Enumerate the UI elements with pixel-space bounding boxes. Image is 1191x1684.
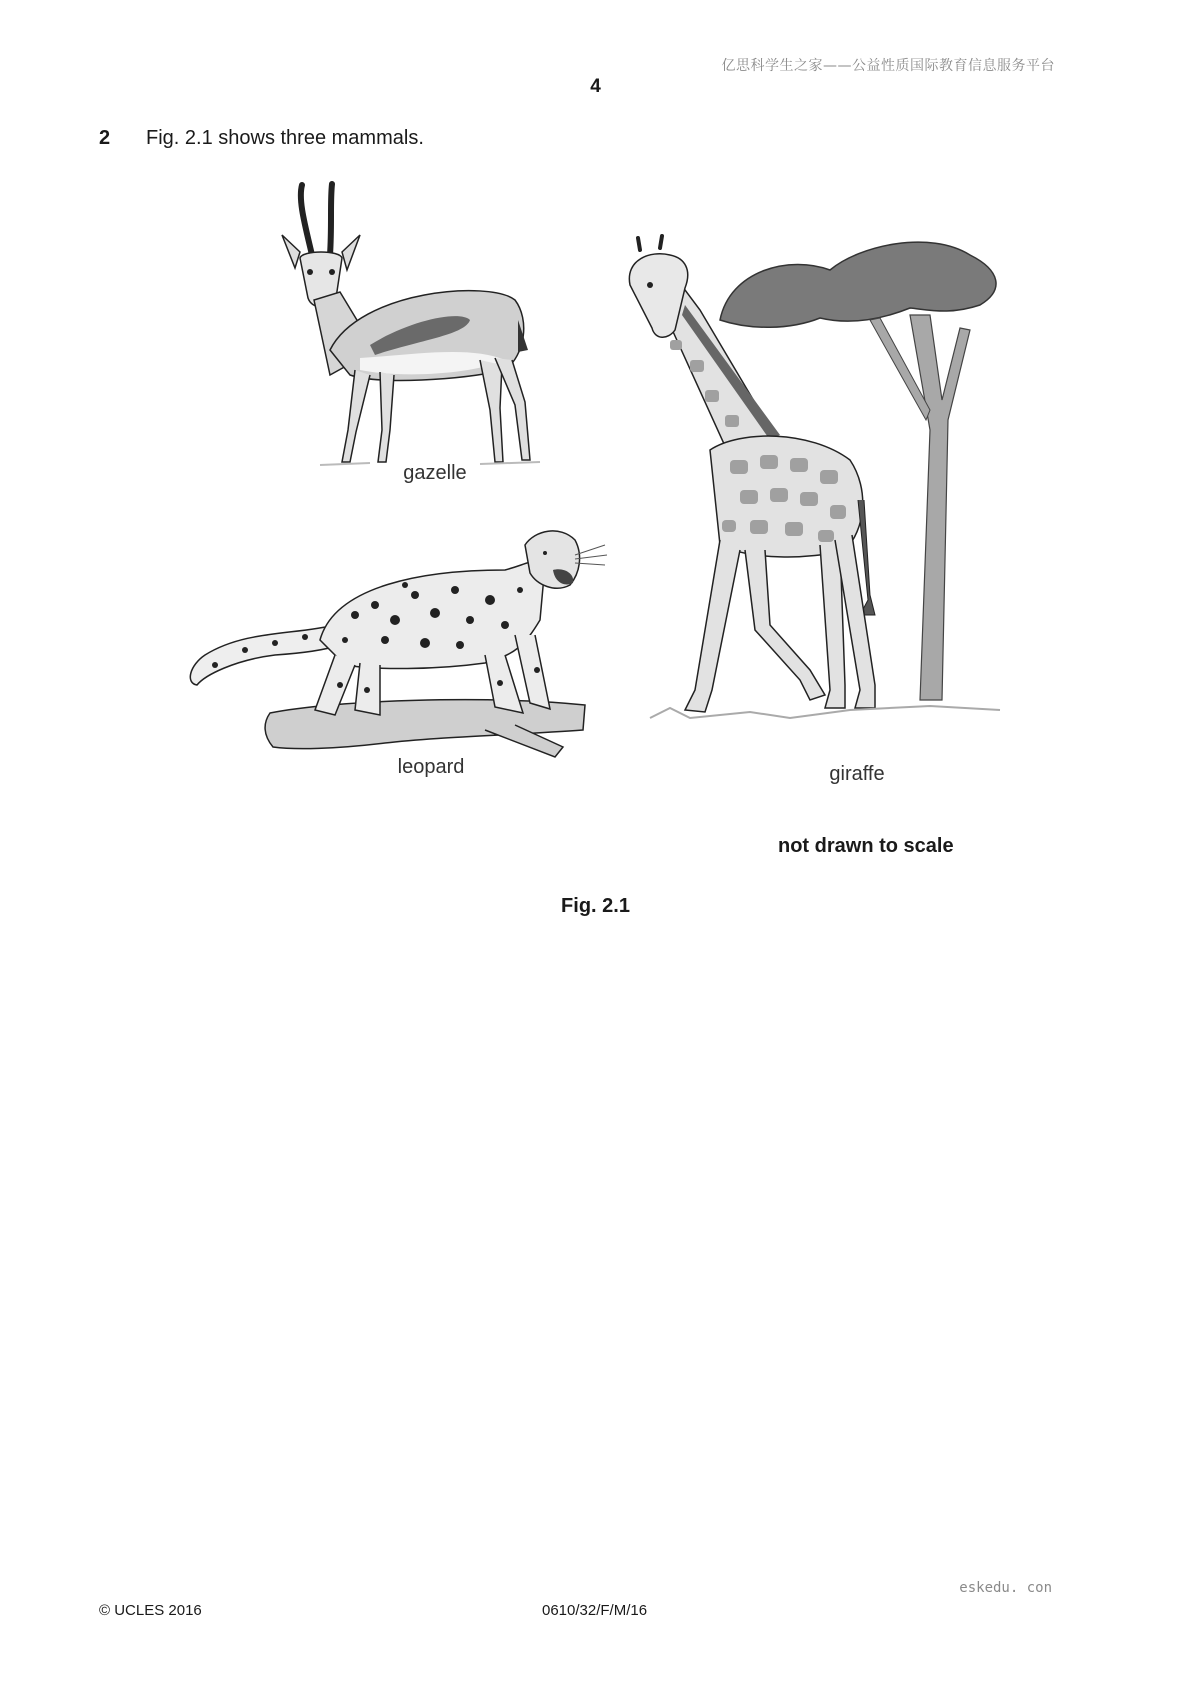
giraffe-label: giraffe: [829, 763, 885, 785]
gazelle-label: gazelle: [403, 462, 467, 484]
scale-note: not drawn to scale: [778, 835, 954, 857]
footer-paper-code: 0610/32/F/M/16: [542, 1602, 648, 1619]
page-number: 4: [590, 76, 601, 97]
gazelle-illustration: [290, 180, 560, 470]
leopard-illustration: [185, 525, 605, 760]
footer-copyright: © UCLES 2016: [99, 1602, 202, 1619]
leopard-label: leopard: [397, 756, 465, 778]
question-text: Fig. 2.1 shows three mammals.: [146, 127, 424, 149]
figure-caption: Fig. 2.1: [561, 895, 630, 917]
header-watermark: 亿思科学生之家——公益性质国际教育信息服务平台: [721, 58, 1055, 74]
footer-site: eskedu. con: [959, 1580, 1052, 1596]
question-number: 2: [99, 127, 111, 149]
giraffe-illustration: [630, 230, 1010, 750]
